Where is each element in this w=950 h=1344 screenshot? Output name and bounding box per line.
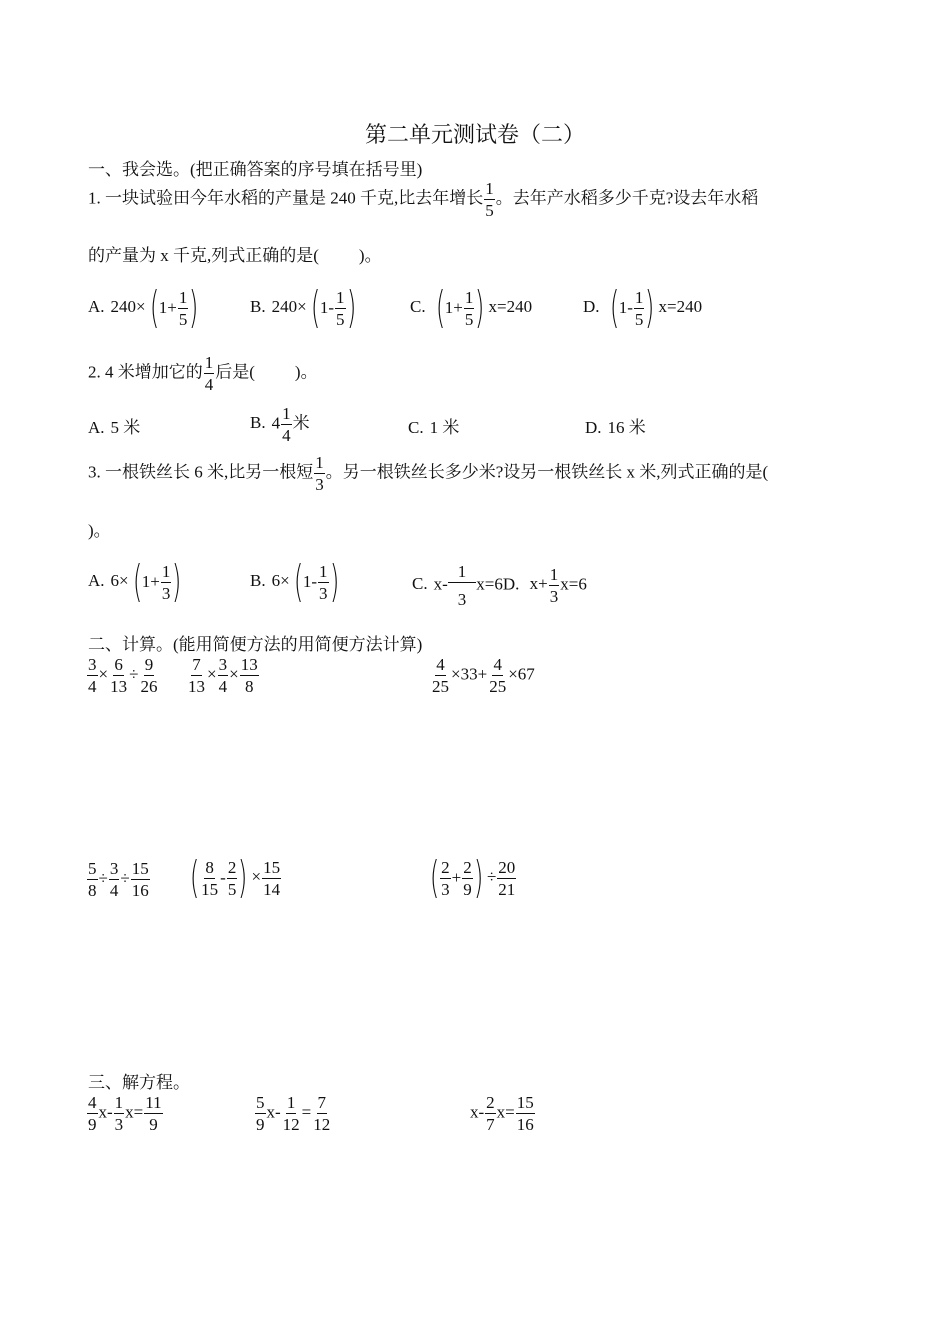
page-title: 第二单元测试卷（二） (364, 122, 585, 147)
text: 9 (144, 655, 154, 674)
fraction (516, 1094, 535, 1133)
text: 21 (498, 879, 516, 899)
text: 12 (282, 1115, 300, 1134)
text: 4 (436, 655, 445, 674)
parenthesized-group (129, 556, 186, 607)
fraction (218, 656, 229, 695)
right-paren: ) (329, 556, 339, 607)
text: B. (250, 413, 266, 433)
text: )。 (358, 246, 382, 265)
text: 1- (302, 572, 318, 591)
text: 1 (286, 1093, 296, 1112)
text: x- (266, 1102, 281, 1122)
text: 1 (315, 453, 324, 472)
fraction (240, 656, 259, 695)
parenthesized-group (426, 852, 487, 903)
text: + (451, 868, 462, 887)
fraction (485, 1094, 496, 1133)
fraction (464, 289, 475, 328)
text: 5 (464, 309, 474, 329)
fraction (497, 859, 516, 898)
text: 1+ (141, 572, 160, 591)
parenthesized-group (146, 282, 203, 333)
text: 240× (271, 296, 307, 316)
left-paren: ( (293, 556, 303, 607)
text: ×33+ (451, 664, 488, 684)
text: 1 (161, 561, 171, 581)
question-2 (88, 354, 318, 393)
text: 1 (204, 353, 214, 372)
text: 4 (282, 426, 291, 445)
text: 4 (109, 881, 119, 900)
text: 1 (448, 563, 477, 583)
right-paren: ) (473, 852, 484, 903)
fraction (139, 656, 158, 695)
text: × (229, 664, 239, 684)
text: 15 (201, 879, 219, 899)
text: 5 (336, 309, 345, 329)
text: 4 (88, 677, 97, 696)
fraction (200, 859, 219, 898)
text: 3 (319, 583, 328, 603)
equation-3 (470, 1094, 536, 1133)
fraction (312, 1094, 331, 1133)
text: 240× (110, 296, 146, 316)
text: 11 (145, 1093, 162, 1112)
calc-expression-3 (430, 656, 535, 695)
fraction (431, 656, 450, 695)
text: 4 (204, 375, 214, 394)
right-paren: ) (238, 852, 248, 903)
text: 3. 一根铁丝长 6 米,比另一根短 (88, 462, 314, 482)
question-1 (88, 180, 758, 219)
fraction (87, 656, 98, 695)
section-heading-equations: 三、解方程。 (88, 1073, 190, 1092)
text: 5 (256, 1093, 265, 1112)
text: 1 (549, 565, 559, 584)
calc-expression-2 (186, 656, 260, 695)
text: 1- (618, 298, 633, 317)
text: C. (408, 418, 424, 437)
text: 6× (271, 570, 290, 590)
text: 26 (140, 677, 158, 696)
text: 7 (486, 1115, 495, 1134)
text: 1 (485, 179, 494, 198)
text: 8 (205, 857, 214, 877)
right-paren: ) (645, 282, 655, 333)
text: 5 (88, 859, 97, 878)
text: 3 (114, 1115, 124, 1134)
parenthesized-group (290, 556, 343, 607)
fraction (262, 859, 281, 898)
text: 5 (178, 309, 188, 329)
text: 12 (313, 1115, 331, 1134)
equation-1 (86, 1094, 164, 1133)
text: D. (585, 418, 602, 437)
fraction (335, 289, 346, 328)
text: x=6 (560, 574, 587, 594)
fraction (87, 1094, 98, 1133)
question-3 (88, 454, 768, 493)
text: 1- (319, 298, 335, 317)
text: 7 (192, 655, 201, 674)
fraction (462, 859, 473, 898)
text: 4 (88, 1093, 97, 1112)
calc-expression-4 (86, 860, 151, 899)
q3-fraction (314, 454, 325, 493)
text: 7 (317, 1093, 327, 1112)
text: 1+ (158, 298, 177, 317)
q2-option-d (585, 413, 646, 438)
text: 1 (178, 287, 188, 307)
fraction (109, 860, 120, 899)
section-heading-calc: 二、计算。(能用简便方法的用简便方法计算) (88, 635, 423, 654)
text: 2 (486, 1093, 495, 1112)
text: × (98, 664, 109, 684)
calc-expression-1 (86, 656, 159, 695)
text: 14 (263, 879, 281, 899)
left-paren: ( (310, 282, 320, 333)
text: 13 (110, 677, 128, 696)
text: ×67 (508, 664, 535, 684)
q2-option-a (88, 413, 140, 438)
text: × (251, 866, 262, 886)
text: 6× (110, 570, 129, 590)
fraction (282, 1094, 301, 1133)
text: 8 (244, 677, 254, 696)
text: 15 (516, 1093, 534, 1112)
fraction (448, 563, 477, 608)
text: 。另一根铁丝长多少米?设另一根铁丝长 x 米,列式正确的是( (325, 462, 769, 482)
fraction (318, 563, 329, 602)
q2-fraction (204, 354, 215, 393)
text: 3 (88, 655, 97, 674)
text: 1+ (444, 298, 463, 317)
text: C. (410, 296, 426, 316)
fraction (488, 656, 507, 695)
q3-option-c-d (412, 563, 587, 608)
calc-expression-6 (426, 852, 517, 903)
q2-option-c (408, 413, 459, 438)
fraction (634, 289, 645, 328)
text: A. (88, 296, 105, 316)
q2-option-b (250, 405, 310, 444)
text: 16 (516, 1115, 534, 1134)
text: = (301, 1102, 312, 1122)
fraction (281, 405, 292, 444)
fraction (227, 859, 238, 898)
text: 9 (463, 879, 472, 899)
question-1-line-2 (88, 241, 382, 266)
text: 2 (227, 857, 237, 877)
question-3-line-2: )。 (88, 521, 111, 540)
text: 3 (315, 475, 324, 494)
text: 1 (319, 561, 328, 581)
text: 5 (485, 201, 494, 220)
left-paren: ( (435, 282, 445, 333)
text: A. (88, 418, 105, 437)
fraction (131, 860, 150, 899)
text: 3 (457, 590, 467, 609)
text: ÷ (98, 868, 108, 888)
left-paren: ( (149, 282, 159, 333)
fraction (187, 656, 206, 695)
text: 1 (114, 1093, 124, 1112)
text: ÷ (129, 664, 139, 684)
text: 4 (218, 677, 228, 696)
text: 4 (493, 655, 502, 674)
text: 的产量为 x 千克,列式正确的是( (88, 246, 319, 265)
text: x- (470, 1102, 485, 1122)
q3-option-a (88, 556, 186, 607)
equation-2 (254, 1094, 332, 1133)
text: 25 (432, 677, 449, 696)
text: x=6D. (476, 574, 520, 594)
text: )。 (294, 362, 318, 382)
fraction (440, 859, 451, 898)
left-paren: ( (132, 556, 142, 607)
text: 9 (149, 1115, 158, 1134)
fraction (87, 860, 98, 899)
calc-expression-5 (186, 852, 282, 903)
text: 后是( (215, 362, 255, 382)
left-paren: ( (429, 852, 440, 903)
text: 3 (441, 879, 450, 899)
right-paren: ) (172, 556, 182, 607)
left-paren: ( (609, 282, 619, 333)
text: 25 (489, 677, 507, 696)
text: 4 (271, 413, 281, 433)
parenthesized-group (307, 282, 360, 333)
fraction (255, 1094, 266, 1133)
text: 15 (131, 859, 149, 878)
text: 6 (114, 655, 123, 674)
q1-option-a (88, 282, 203, 333)
text: x= (496, 1102, 515, 1122)
q1-text-b: 。去年产水稻多少千克?设去年水稻 (495, 188, 759, 208)
fraction (109, 656, 128, 695)
text: 1 (634, 287, 644, 307)
text: 16 (131, 881, 149, 900)
fraction (114, 1094, 125, 1133)
text: C. (412, 574, 428, 594)
text: 1 米 (429, 418, 460, 437)
parenthesized-group (186, 852, 252, 903)
text: x=240 (658, 296, 703, 316)
text: 3 (549, 587, 559, 606)
right-paren: ) (189, 282, 199, 333)
text: 13 (188, 677, 205, 696)
text: 1 (336, 287, 345, 307)
text: B. (250, 570, 266, 590)
right-paren: ) (346, 282, 356, 333)
text: x- (98, 1102, 113, 1122)
text: 5 米 (110, 418, 141, 437)
text: 2 (441, 857, 450, 877)
text: x- (433, 574, 448, 594)
text: 5 (227, 879, 237, 899)
right-paren: ) (475, 282, 485, 333)
text: 8 (88, 881, 97, 900)
text: 1 (282, 404, 291, 423)
text: 9 (88, 1115, 97, 1134)
q1-option-b (250, 282, 360, 333)
text: 2. 4 米增加它的 (88, 362, 203, 382)
text: x= (125, 1102, 144, 1122)
text: ÷ (486, 866, 497, 886)
text: ÷ (120, 868, 130, 888)
text: × (207, 664, 217, 684)
text: 米 (292, 413, 310, 433)
text: 5 (634, 309, 644, 329)
parenthesized-group (432, 282, 489, 333)
text: 3 (161, 583, 171, 603)
text: x=240 (488, 296, 533, 316)
parenthesized-group (606, 282, 659, 333)
text: x+ (529, 574, 548, 594)
text: 15 (263, 857, 281, 877)
text: D. (583, 296, 600, 316)
q1-fraction (484, 180, 495, 219)
q1-option-c (410, 282, 533, 333)
text: 13 (240, 655, 258, 674)
left-paren: ( (189, 852, 200, 903)
section-heading-choice: 一、我会选。(把正确答案的序号填在括号里) (88, 160, 423, 179)
fraction (144, 1094, 162, 1133)
text: 3 (218, 655, 228, 674)
text: B. (250, 296, 266, 316)
text: 20 (498, 857, 516, 877)
fraction (178, 289, 189, 328)
fraction (161, 563, 172, 602)
q1-option-d (583, 282, 703, 333)
text: 1 (464, 287, 474, 307)
fraction (549, 566, 560, 605)
text: 2 (463, 857, 472, 877)
text: - (220, 868, 226, 887)
text: 9 (256, 1115, 265, 1134)
text: 16 米 (607, 418, 646, 437)
text: 3 (109, 859, 119, 878)
q1-text-a: 1. 一块试验田今年水稻的产量是 240 千克,比去年增长 (88, 188, 484, 208)
text: A. (88, 570, 105, 590)
q3-option-b (250, 556, 343, 607)
